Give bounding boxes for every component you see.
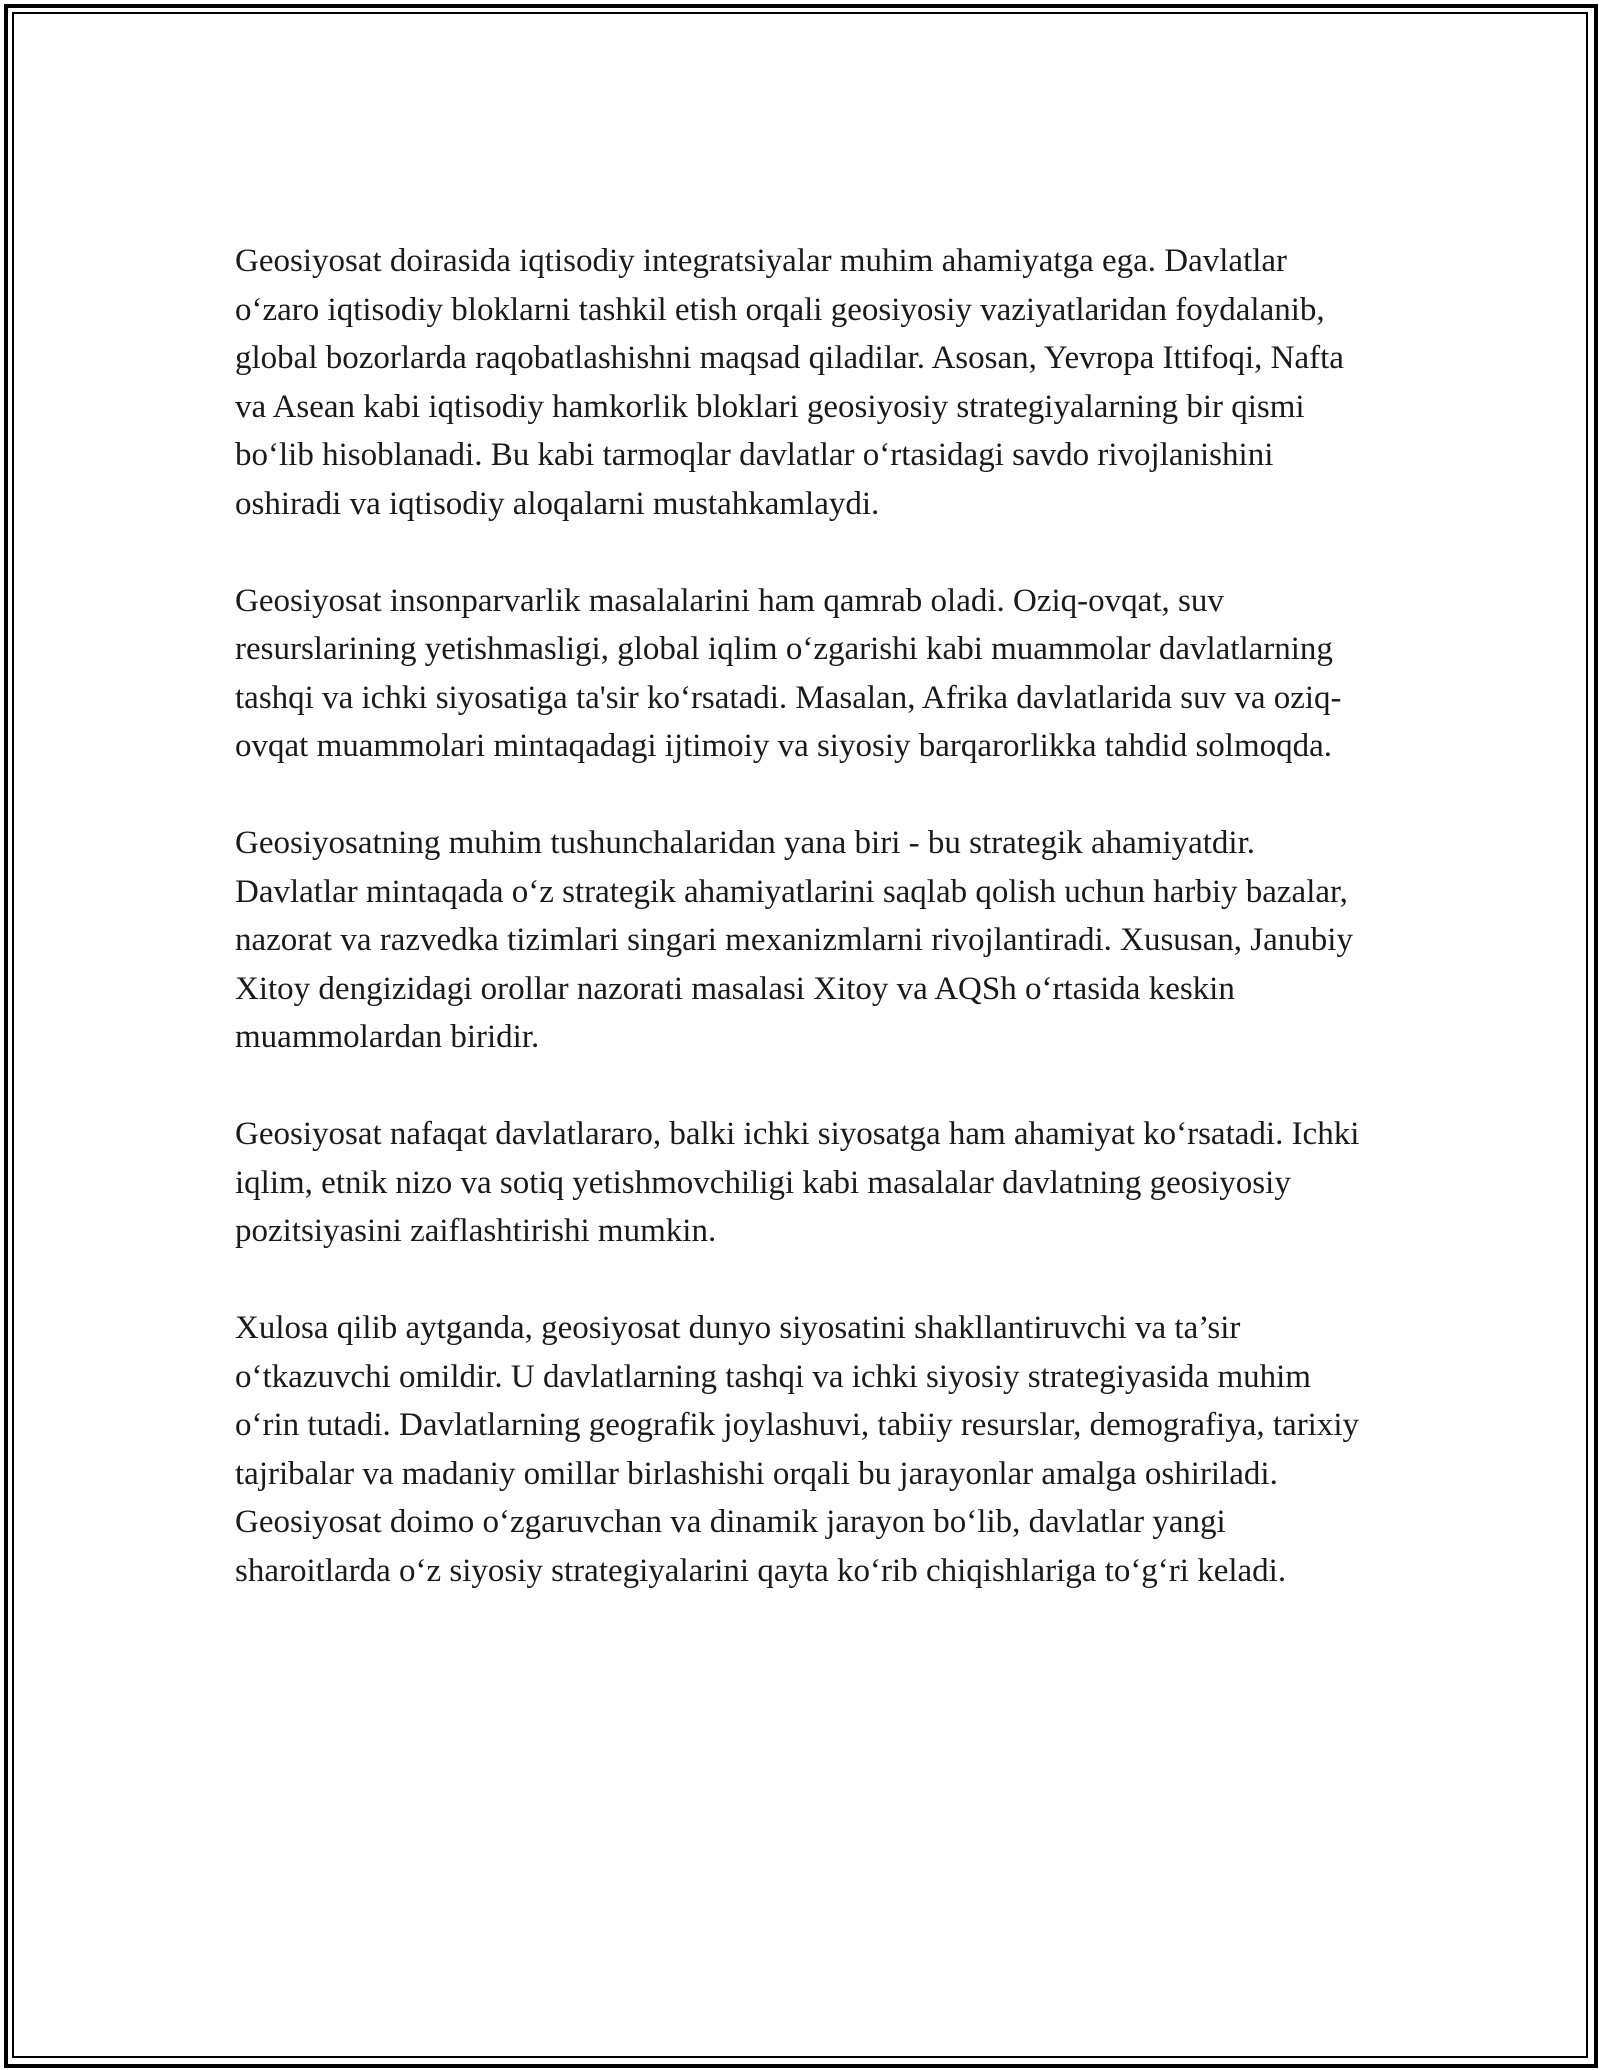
paragraph-2: Geosiyosat insonparvarlik masalalarini ham qamrab oladi. Oziq-ovqat, suv resurslarining yetishmasligi, global iqlim o‘zgarishi kabi muammolar davlatlarning tashqi va ichki siyosatiga ta'sir ko‘rsatadi. Masalan, Afrika davlatlarida suv va oziq-ovqat muammolari mintaqadagi ijtimoiy va siyosiy barqarorlikka tahdid solmoqda. [235, 582, 1342, 764]
paragraph-3: Geosiyosatning muhim tushunchalaridan yana biri - bu strategik ahamiyatdir. Davlatlar mintaqada o‘z strategik ahamiyatlarini saqlab qolish uchun harbiy bazalar, nazorat va razvedka tizimlari singari mexanizmlarni rivojlantiradi. Xususan, Janubiy Xitoy dengizidagi orollar nazorati masalasi Xitoy va AQSh o‘rtasida keskin muammolardan biridir. [235, 825, 1353, 1055]
paragraph-4: Geosiyosat nafaqat davlatlararo, balki ichki siyosatga ham ahamiyat ko‘rsatadi. Ichki iqlim, etnik nizo va sotiq yetishmovchiligi kabi masalalar davlatning geosiyosiy pozitsiyasini zaiflashtirishi mumkin. [235, 1116, 1360, 1249]
paragraph-1: Geosiyosat doirasida iqtisodiy integratsiyalar muhim ahamiyatga ega. Davlatlar o‘zaro iqtisodiy bloklarni tashkil etish orqali geosiyosiy vaziyatlaridan foydalanib, global bozorlarda raqobatlashishni maqsad qiladilar. Asosan, Yevropa Ittifoqi, Nafta va Asean kabi iqtisodiy hamkorlik bloklari geosiyosiy strategiyalarning bir qismi bo‘lib hisoblanadi. Bu kabi tarmoqlar davlatlar o‘rtasidagi savdo rivojlanishini oshiradi va iqtisodiy aloqalarni mustahkamlaydi. [235, 243, 1344, 522]
document-body [235, 237, 1370, 1595]
paragraph-5: Xulosa qilib aytganda, geosiyosat dunyo siyosatini shakllantiruvchi va ta’sir o‘tkazuvchi omildir. U davlatlarning tashqi va ichki siyosiy strategiyasida muhim o‘rin tutadi. Davlatlarning geografik joylashuvi, tabiiy resurslar, demografiya, tarixiy tajribalar va madaniy omillar birlashishi orqali bu jarayonlar amalga oshiriladi. Geosiyosat doimo o‘zgaruvchan va dinamik jarayon bo‘lib, davlatlar yangi sharoitlarda o‘z siyosiy strategiyalarini qayta ko‘rib chiqishlariga to‘g‘ri keladi. [235, 1310, 1360, 1589]
